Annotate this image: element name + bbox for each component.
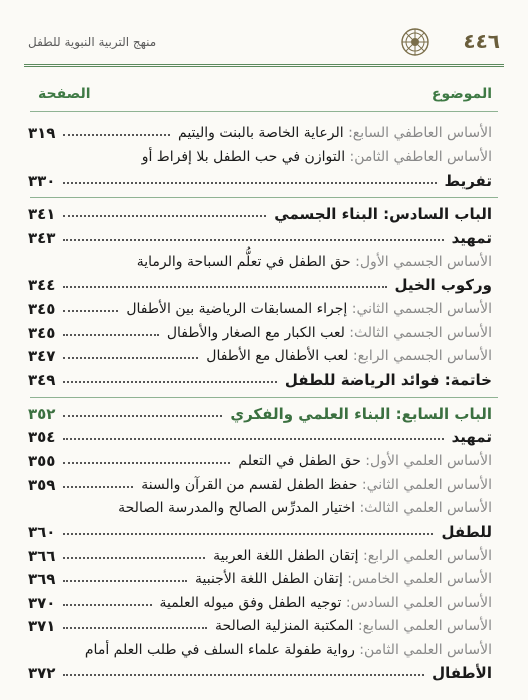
toc-entry-title [215, 615, 492, 637]
toc-entry[interactable] [28, 568, 492, 592]
toc-entry-title [285, 369, 492, 391]
toc-entry-title [452, 227, 492, 249]
toc-entry[interactable] [28, 274, 492, 298]
toc-entry-text: الرعاية الخاصة بالبنت واليتيم [178, 125, 344, 141]
toc-entry-text: التوازن في حب الطفل بلا إفراط أو [141, 149, 346, 165]
toc-entry[interactable] [28, 545, 492, 569]
toc-entry-prefix: الأساس الجسمي الرابع: [348, 348, 492, 364]
toc-entry-page: ٣٤٧ [28, 347, 56, 365]
column-caption-topic: الموضوع [431, 86, 492, 102]
toc-entry-prefix: الأساس العلمي الثالث: [355, 500, 492, 516]
toc-entry-page: ٣٤٥ [28, 300, 56, 318]
dot-leader [63, 239, 444, 241]
dot-leader [63, 415, 222, 417]
toc-entry-text: حق الطفل في التعلم [238, 453, 361, 469]
toc-entry-title [178, 122, 492, 144]
toc-entry-prefix: الأساس العلمي السادس: [341, 595, 492, 611]
dot-leader [63, 462, 230, 464]
toc-entry-title [213, 545, 492, 567]
toc-entry-text: وركوب الخيل [394, 276, 492, 294]
book-title: منهج التربية النبوية للطفل [28, 35, 157, 49]
toc-entry[interactable] [28, 615, 492, 639]
toc-entry[interactable] [28, 170, 492, 194]
toc-entry-page: ٣٥٤ [28, 428, 56, 446]
column-caption-page: الصفحة [38, 86, 91, 102]
toc-entry-text: حفظ الطفل لقسم من القرآن والسنة [141, 477, 358, 493]
toc-entry-prefix: الأساس العلمي السابع: [353, 618, 492, 634]
toc-entry-title [126, 298, 492, 320]
toc-entry-title [142, 146, 492, 168]
dot-leader [63, 557, 205, 559]
toc-entry-prefix: الأساس العلمي الرابع: [358, 548, 492, 564]
toc-entry-text: المكتبة المنزلية الصالحة [215, 618, 354, 634]
toc-entry-title [238, 450, 492, 472]
toc-entry-title [206, 345, 492, 367]
toc-entry-page: ٣٤٤ [28, 276, 56, 294]
toc-entry-page: ٣٧١ [28, 617, 56, 635]
toc-entry-text: لعب الكبار مع الصغار والأطفال [166, 325, 345, 341]
toc-entry-prefix: الأساس الجسمي الأول: [350, 254, 492, 270]
toc-entry-title [230, 403, 492, 425]
dot-leader [63, 604, 152, 606]
toc-entry-text: للطفل [441, 523, 492, 541]
toc-entry-page: ٣٧٢ [28, 664, 56, 682]
toc-entry[interactable] [28, 521, 492, 545]
toc-entry-title [441, 521, 492, 543]
toc-entry-prefix: الأساس الجسمي الثاني: [347, 301, 492, 317]
toc-entry[interactable] [28, 322, 492, 346]
dot-leader [63, 334, 159, 336]
toc-entry-title [137, 251, 492, 273]
dot-leader [63, 215, 266, 217]
toc-entry[interactable] [28, 146, 492, 170]
toc-entry-text: رواية طفولة علماء السلف في طلب العلم أمام [84, 642, 355, 658]
toc-entry-text: خاتمة: فوائد الرياضة للطفل [284, 371, 492, 389]
toc-entry-page: ٣٤٣ [28, 229, 56, 247]
toc-entry-text: إجراء المسابقات الرياضية بين الأطفال [126, 301, 348, 317]
dot-leader [63, 486, 133, 488]
toc-entry-prefix: الأساس العلمي الخامس: [342, 571, 492, 587]
toc-entry-text: الباب السادس: البناء الجسمي [274, 205, 492, 223]
toc-entry-text: إتقان الطفل اللغة الأجنبية [195, 571, 343, 587]
toc-entry-title [195, 568, 492, 590]
toc-entry[interactable] [28, 639, 492, 663]
toc-entry-text: إتقان الطفل اللغة العربية [213, 548, 359, 564]
toc-entry-text: لعب الأطفال مع الأطفال [206, 348, 349, 364]
dot-leader [63, 381, 277, 383]
toc-entry-prefix: الأساس العاطفي الثامن: [345, 149, 492, 165]
toc-entry-title [395, 274, 492, 296]
toc-entry-title [274, 203, 492, 225]
toc-entry-page: ٣٤١ [28, 205, 56, 223]
toc-entry-prefix: الأساس العلمي الثامن: [354, 642, 492, 658]
toc-entry-title [85, 639, 492, 661]
toc-entry-text: اختيار المدرِّس الصالح والمدرسة الصالحة [118, 500, 355, 516]
toc-entry-page: ٣٥٩ [28, 476, 56, 494]
toc-entry-title [160, 592, 492, 614]
dot-leader [63, 134, 170, 136]
toc-entry-text: الأطفال [432, 664, 492, 682]
section-separator [30, 197, 498, 198]
toc-entry[interactable] [28, 450, 492, 474]
toc-entry-text: حق الطفل في تعلُّم السباحة والرماية [136, 254, 351, 270]
toc-entry-text: تفريط [444, 172, 492, 190]
toc-entry-prefix: الأساس العلمي الثاني: [357, 477, 492, 493]
toc-entry-title [118, 497, 492, 519]
dot-leader [63, 533, 433, 535]
dot-leader [63, 580, 187, 582]
toc-entry-page: ٣٥٥ [28, 452, 56, 470]
toc-entry-page: ٣٦٩ [28, 570, 56, 588]
toc-entry-page: ٣١٩ [28, 124, 56, 142]
toc-entry-prefix: الأساس العلمي الأول: [360, 453, 492, 469]
toc-entry-page: ٣٥٢ [28, 405, 56, 423]
dot-leader [63, 357, 198, 359]
toc-entry-page: ٣٦٦ [28, 547, 56, 565]
toc-entry[interactable] [28, 662, 492, 686]
toc-entry-prefix: الأساس العاطفي السابع: [343, 125, 492, 141]
dot-leader [63, 627, 207, 629]
toc-entry-page: ٣٤٩ [28, 371, 56, 389]
page-number: ٤٤٦ [463, 29, 500, 53]
toc-entry[interactable] [28, 203, 492, 227]
toc-entry-title [452, 426, 492, 448]
toc-entry-title [141, 474, 492, 496]
toc-entry[interactable] [28, 474, 492, 498]
toc-entry[interactable] [28, 345, 492, 369]
toc-entry-page: ٣٤٥ [28, 324, 56, 342]
toc-entry[interactable] [28, 497, 492, 521]
toc-entry[interactable] [28, 592, 492, 616]
toc-entry-page: ٣٣٠ [28, 172, 56, 190]
toc-entry-page: ٣٦٠ [28, 523, 56, 541]
toc-entry[interactable] [28, 403, 492, 427]
dot-leader [63, 286, 387, 288]
toc-entry-prefix: الأساس الجسمي الثالث: [344, 325, 492, 341]
toc-entry[interactable] [28, 298, 492, 322]
dot-leader [63, 182, 437, 184]
dot-leader [63, 438, 444, 440]
toc-entry-page: ٣٧٠ [28, 594, 56, 612]
toc-entry[interactable] [28, 227, 492, 251]
dot-leader [63, 310, 118, 312]
toc-entry-title [167, 322, 492, 344]
toc-entry-title [445, 170, 492, 192]
toc-entry-text: تمهيد [451, 229, 492, 247]
toc-entry[interactable] [28, 369, 492, 393]
dot-leader [63, 674, 424, 676]
toc-entry[interactable] [28, 426, 492, 450]
toc-entry-text: توجيه الطفل وفق ميوله العلمية [159, 595, 342, 611]
section-separator [30, 397, 498, 398]
toc-entry-title [432, 662, 492, 684]
toc-entry-text: الباب السابع: البناء العلمي والفكري [230, 405, 492, 423]
toc-entry[interactable] [28, 122, 492, 146]
toc-entry[interactable] [28, 251, 492, 275]
toc-entry-text: تمهيد [451, 428, 492, 446]
